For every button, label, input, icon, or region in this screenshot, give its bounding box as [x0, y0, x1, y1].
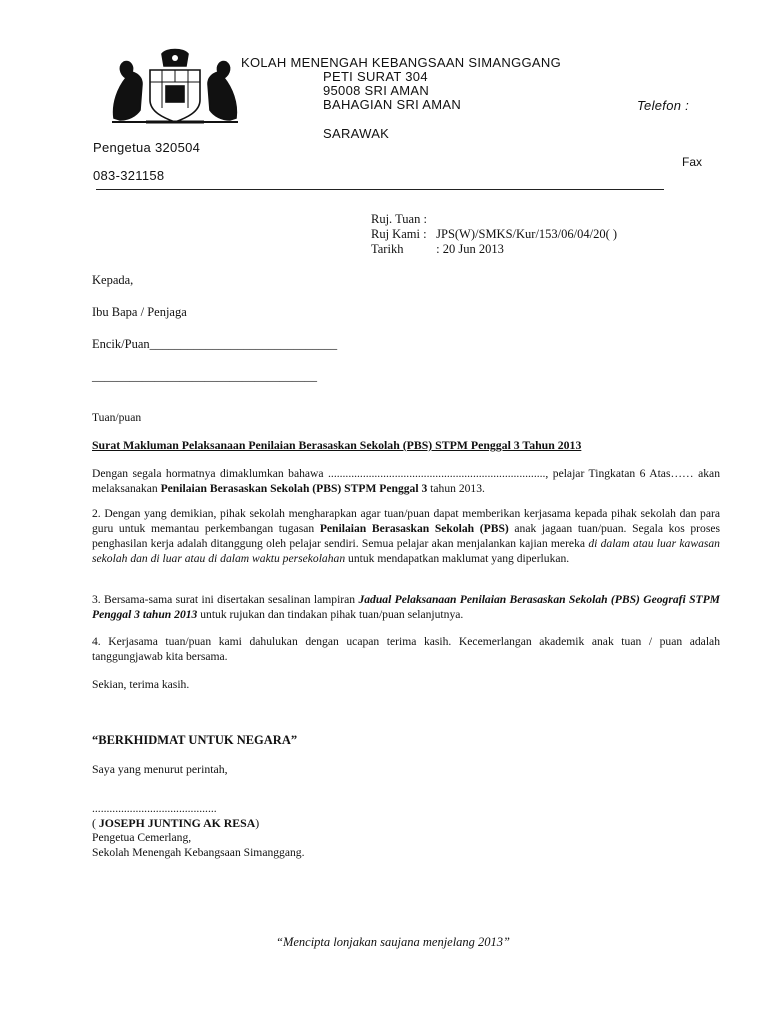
kepada: Kepada, [92, 273, 134, 287]
name-close-paren: ) [255, 816, 260, 830]
header-divider [96, 189, 664, 190]
signatory-title: Pengetua Cemerlang, [92, 831, 192, 844]
paragraph-2-bold: Penilaian Berasaskan Sekolah (PBS) [319, 522, 509, 535]
address-line-3: BAHAGIAN SRI AMAN [323, 97, 462, 112]
paragraph-1-bold: Penilaian Berasaskan Sekolah (PBS) STPM Penggal 3 [160, 482, 428, 495]
address-line-2: 95008 SRI AMAN [323, 83, 430, 98]
paragraph-3 [92, 592, 720, 622]
paragraph-1-end: tahun 2013. [427, 482, 485, 495]
name-text: JOSEPH JUNTING AK RESA [98, 816, 256, 830]
paragraph-3-bold-italic: Jadual Pelaksanaan Penilaian Berasaskan Sekolah (PBS) Geografi STPM Penggal 3 tahun 2013 [92, 593, 720, 621]
coat-of-arms-icon [106, 48, 244, 126]
name-open-paren: ( [92, 816, 99, 830]
fax-label: Fax [682, 155, 703, 169]
paragraph-1 [92, 466, 720, 496]
ref-tarikh-label: Tarikh [371, 242, 404, 256]
encik-puan-line: Encik/Puan______________________________ [92, 337, 338, 351]
paragraph-2-end: untuk mendapatkan maklumat yang diperlukan. [345, 552, 570, 565]
ref-ruj-kami-label: Ruj Kami : [371, 227, 427, 241]
ref-ruj-tuan: Ruj. Tuan : [371, 212, 427, 226]
paragraph-4: 4. Kerjasama tuan/puan kami dahulukan dengan ucapan terima kasih. Kecemerlangan akademik anak tuan / puan adalah tanggungjawab kita bersama. [92, 635, 720, 663]
paragraph-2 [92, 506, 720, 566]
addressee: Ibu Bapa / Penjaga [92, 305, 187, 319]
address-blank-line: ____________________________________ [92, 369, 317, 383]
phone-number: 083-321158 [93, 168, 165, 183]
ref-tarikh [371, 242, 504, 257]
paragraph-2-italic: di dalam atau luar kawasan sekolah dan di luar atau di dalam waktu persekolahan [92, 537, 720, 565]
ref-ruj-kami-value: JPS(W)/SMKS/Kur/153/06/04/20( ) [436, 227, 618, 241]
signatory-school: Sekolah Menengah Kebangsaan Simanggang. [92, 846, 305, 859]
paragraph-3-text: 3. Bersama-sama surat ini disertakan sesalinan lampiran [92, 593, 359, 606]
saya-menurut-perintah: Saya yang menurut perintah, [92, 762, 228, 776]
footer-slogan: “Mencipta lonjakan saujana menjelang 2013” [276, 935, 511, 949]
address-line-1: PETI SURAT 304 [323, 69, 428, 84]
ref-ruj-kami [371, 227, 617, 242]
state-name: SARAWAK [323, 126, 390, 141]
paragraph-1-text: Dengan segala hormatnya dimaklumkan bahawa ..........................................................................., pelajar Tingkatan 6 Atas…… akan melaksanakan [92, 467, 720, 495]
signatory-name [92, 816, 259, 831]
paragraph-2-text-2: anak jagaan tuan/puan. Segala kos proses penghasilan kerja adalah ditanggung oleh pelajar sendiri. Semua pelajar akan menjalankan kajian mereka [92, 522, 721, 550]
salutation: Tuan/puan [92, 411, 142, 424]
motto: “BERKHIDMAT UNTUK NEGARA” [92, 733, 298, 747]
ref-tarikh-value: : 20 Jun 2013 [436, 242, 504, 256]
signature-dots: ........................................... [92, 802, 217, 815]
closing: Sekian, terima kasih. [92, 678, 190, 691]
principal-line: Pengetua 320504 [93, 140, 201, 155]
paragraph-2-text: 2. Dengan yang demikian, pihak sekolah mengharapkan agar tuan/puan dapat memberikan kerjasama kepada pihak sekolah dan para guru untuk memantau perkembangan tugasan [92, 507, 720, 535]
phone-label: Telefon : [637, 98, 690, 113]
subject-line: Surat Makluman Pelaksanaan Penilaian Berasaskan Sekolah (PBS) STPM Penggal 3 Tahun 2013 [92, 438, 582, 452]
paragraph-3-end: untuk rujukan dan tindakan pihak tuan/puan selanjutnya. [197, 608, 464, 621]
school-name: KOLAH MENENGAH KEBANGSAAN SIMANGGANG [241, 55, 561, 70]
